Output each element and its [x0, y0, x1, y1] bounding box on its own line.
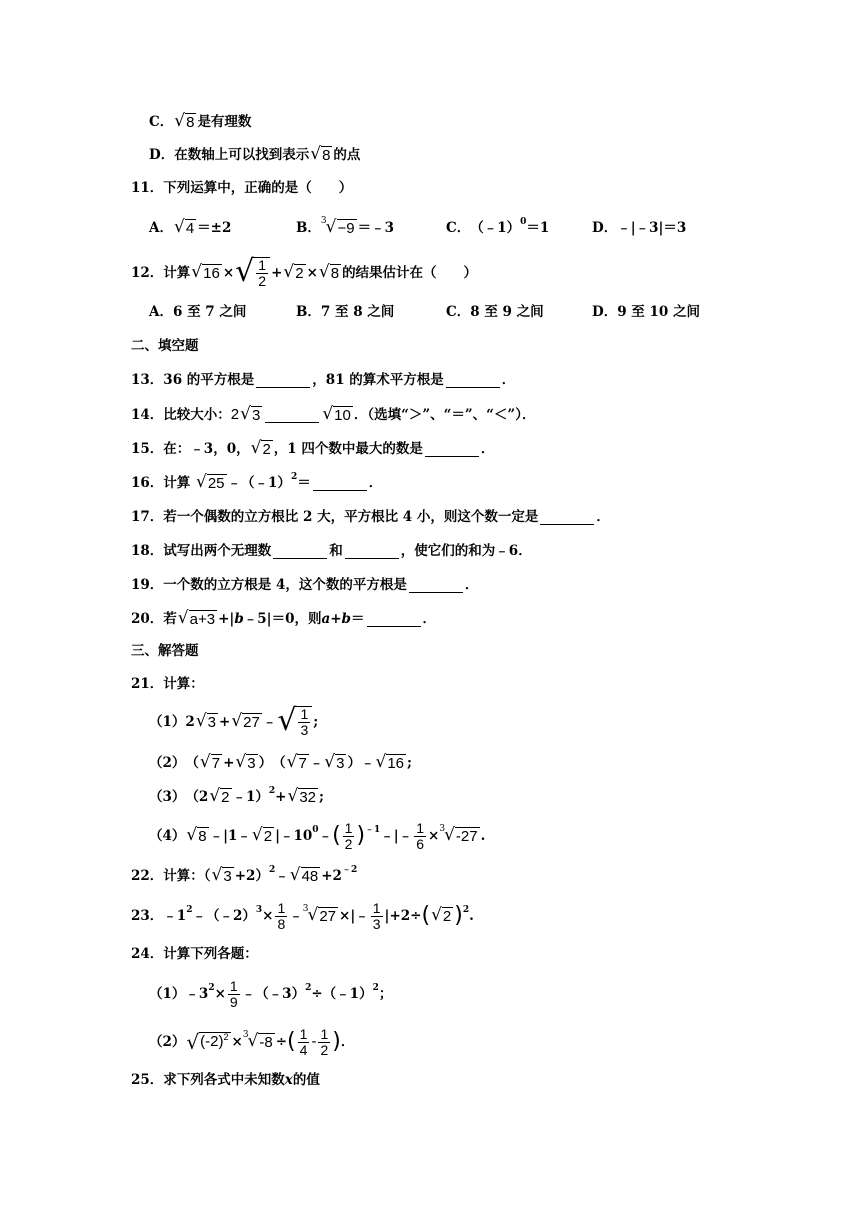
q12-option-a: A．6 至 7 之间: [149, 304, 247, 320]
q12-option-d: D．9 至 10 之间: [592, 304, 700, 320]
answer-blank: [313, 476, 367, 491]
q12-option-b: B．7 至 8 之间: [296, 304, 395, 320]
answer-blank: [409, 578, 463, 593]
section-heading-fill-in: 二、填空题: [131, 338, 199, 354]
q21-part-1: （1） 2 √ 3 + √ 27 ﹣ √ $\frac{1}{3}$ ;: [149, 703, 319, 738]
answer-blank: [446, 373, 500, 388]
sqrt: √ 8: [318, 262, 340, 282]
question-24: 24． 计算下列各题：: [131, 946, 258, 962]
sqrt: √ 3: [235, 752, 256, 772]
fraction: $\frac{1}{3}$: [300, 706, 309, 738]
fraction: $\frac{1}{6}$: [416, 819, 425, 852]
fraction: $\frac{1}{4}$: [299, 1025, 308, 1058]
question-13: 13． 36 的平方根是 ，81 的算术平方根是 ．: [131, 372, 516, 388]
sqrt: √ 32: [287, 786, 317, 806]
cbrt: √ -8: [247, 1031, 273, 1051]
sqrt: √ 2: [250, 438, 271, 458]
answer-blank: [345, 544, 399, 559]
sqrt: √ 8: [310, 144, 331, 164]
sqrt: √ 2: [283, 262, 304, 282]
sqrt-fraction: √ $\frac{1}{3}$: [277, 706, 312, 738]
option-d-line: D．在数轴上可以找到表示 √ 8 的点: [149, 144, 361, 164]
q11-option-d: D． ﹣|﹣3|＝3: [592, 220, 687, 236]
sqrt: √ 2: [251, 825, 273, 845]
fraction: $\frac{1}{8}$: [277, 899, 286, 932]
fraction: $\frac{1}{2}$: [344, 819, 353, 852]
answer-blank: [367, 612, 421, 627]
question-12: 12． 计算 √ 16 × √ $\frac{1}{2}$ + √ 2 × √ 8 的结果估计在（ ）: [131, 254, 478, 289]
sqrt: √ 7: [286, 752, 307, 772]
fraction: $\frac{1}{2}$: [258, 257, 267, 289]
option-label: C．: [149, 114, 174, 130]
question-11: 11． 下列运算中，正确的是（ ）: [131, 180, 353, 196]
sqrt: √ 48: [289, 865, 319, 885]
answer-blank: [425, 442, 479, 457]
sqrt: √ 8: [174, 111, 195, 131]
answer-blank: [273, 544, 327, 559]
q11-option-b: B． 3 √ −9 ＝﹣3: [296, 216, 395, 237]
option-c-line: C． √ 8 是有理数: [149, 111, 252, 131]
q24-part-2: （2） √ $(-2)^2$ × 3 √ -8 ÷ ( $\frac{1}{4}$ - $\frac{1}{2}$ ) ．: [149, 1025, 355, 1058]
question-19: 19． 一个数的立方根是 4，这个数的平方根是 ．: [131, 577, 479, 593]
sqrt: √ 16: [375, 752, 404, 772]
q21-part-3: （3） （2 √ 2 ﹣1） 2 + √ 32 ;: [149, 786, 324, 806]
q24-part-1: （1） ﹣3 2 × $\frac{1}{9}$ ﹣（﹣3） 2 ÷（﹣1） 2 ；: [149, 977, 393, 1010]
cbrt: √ -27: [444, 825, 478, 845]
sqrt: √ 2: [209, 786, 230, 806]
question-17: 17． 若一个偶数的立方根比 2 大，平方根比 4 小，则这个数一定是 ．: [131, 509, 610, 525]
sqrt: √ 3: [195, 711, 216, 731]
sqrt-fraction: √ $\frac{1}{2}$: [235, 257, 270, 289]
sqrt: √ 27: [231, 711, 260, 731]
sqrt: √ a+3: [177, 608, 216, 628]
question-15: 15． 在：﹣3，0， √ 2 ，1 四个数中最大的数是 ．: [131, 438, 495, 458]
sqrt: √ 2: [431, 905, 452, 925]
sqrt: √ 25: [196, 472, 225, 492]
section-heading-solve: 三、解答题: [131, 643, 199, 659]
sqrt: √ $(-2)^2$: [186, 1030, 229, 1054]
sqrt: √ 10: [322, 404, 351, 424]
cbrt: √ −9: [325, 217, 355, 237]
sqrt: √ 3: [240, 404, 261, 424]
question-21: 21． 计算：: [131, 676, 204, 692]
question-18: 18． 试写出两个无理数 和 ，使它们的和为﹣6．: [131, 543, 532, 559]
answer-blank: [265, 408, 319, 423]
sqrt: √ 4: [173, 217, 195, 237]
question-20: 20． 若 √ a+3 +| b ﹣5|＝0，则 a + b ＝ ．: [131, 608, 436, 628]
answer-blank: [540, 510, 594, 525]
q21-part-2: （2） （ √ 7 + √ 3 ） （ √ 7 ﹣ √ 3 ） ﹣ √ 16 ;: [149, 752, 412, 772]
fraction: $\frac{1}{3}$: [372, 899, 381, 932]
sqrt: √ 3: [211, 865, 232, 885]
question-22: 22． 计算：（ √ 3 +2） 2 ﹣ √ 48 +2 ﹣2: [131, 865, 358, 885]
sqrt: √ 3: [324, 752, 345, 772]
question-23: 23． ﹣1 2 ﹣（﹣2） 3 × $\frac{1}{8}$ ﹣ 3 √ 27 × |﹣ $\frac{1}{3}$ |+2÷ ( √ 2 ) 2 .: [131, 899, 474, 932]
q12-option-c: C．8 至 9 之间: [446, 304, 544, 320]
q21-part-4: （4） √ 8 ﹣|1﹣ √ 2 |﹣10 0 ﹣ ( $\frac{1}{2}$ ) ﹣1 ﹣|﹣ $\frac{1}{6}$ × 3 √ -27 .: [149, 819, 486, 852]
sqrt: √ 7: [199, 752, 221, 772]
question-25: 25． 求下列各式中未知数 x 的值: [131, 1072, 320, 1088]
q11-option-c: C． （﹣1） 0 ＝1: [446, 217, 550, 236]
sqrt: √ 16: [191, 262, 220, 282]
sqrt: √ 8: [186, 825, 207, 845]
answer-blank: [256, 373, 310, 388]
question-16: 16． 计算 √ 25 ﹣（﹣1） 2 ＝ ．: [131, 472, 383, 492]
q11-option-a: A． √ 4 ＝±2: [149, 217, 232, 237]
question-14: 14． 比较大小： 2 √ 3 √ 10 ．（选填“＞”、“＝”、“＜”）．: [131, 404, 536, 424]
cbrt: √ 27: [307, 905, 337, 925]
fraction: $\frac{1}{9}$: [229, 977, 238, 1010]
fraction: $\frac{1}{2}$: [320, 1025, 329, 1058]
